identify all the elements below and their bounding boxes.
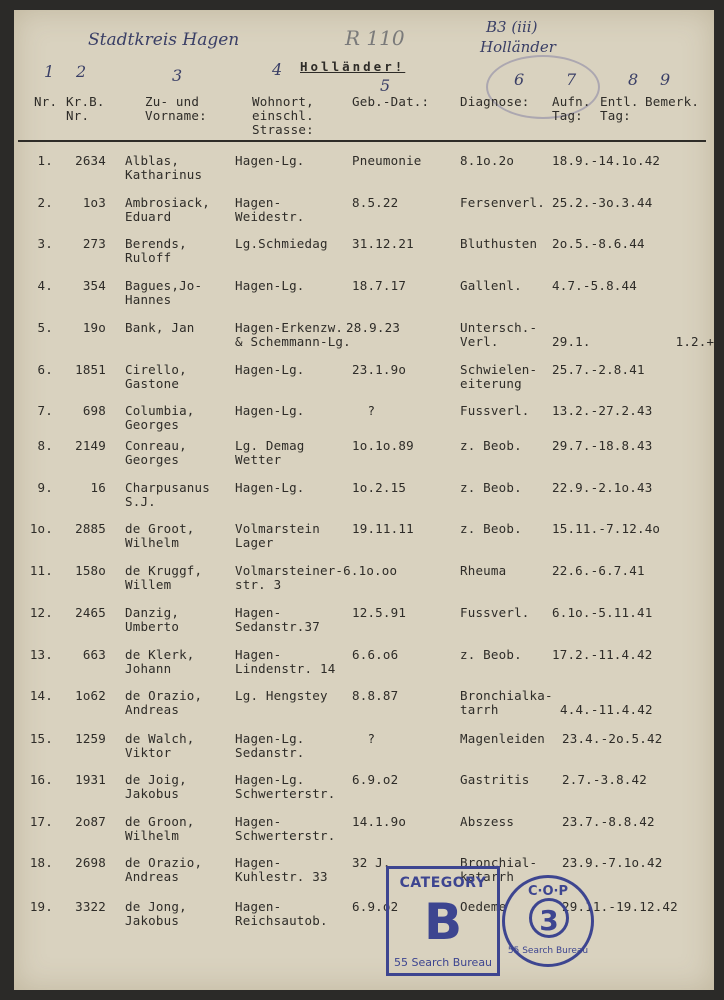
row-name: Alblas, Katharinus bbox=[125, 153, 203, 182]
row-dates: 22.9.-2.1o.43 bbox=[552, 480, 653, 495]
row-name: Ambrosiack, Eduard bbox=[125, 195, 210, 224]
cop-stamp bbox=[502, 875, 594, 967]
row-kr: 1o3 bbox=[82, 195, 106, 210]
row-ort: Hagen-Lg. bbox=[235, 278, 305, 293]
row-name: de Orazio, Andreas bbox=[125, 688, 203, 717]
row-geb: 1o.1o.89 bbox=[352, 438, 414, 453]
table-row bbox=[0, 773, 724, 813]
row-nr: 6. bbox=[37, 362, 53, 377]
row-kr: 273 bbox=[82, 236, 106, 251]
row-dates: 6.1o.-5.11.41 bbox=[552, 605, 653, 620]
col-number-9: 9 bbox=[660, 70, 671, 89]
row-geb: 18.7.17 bbox=[352, 278, 407, 293]
handwritten-category: B3 (iii) bbox=[486, 18, 538, 36]
header-rule bbox=[18, 140, 706, 142]
row-name: de Joig, Jakobus bbox=[125, 772, 187, 801]
row-diag: Bluthusten bbox=[460, 236, 538, 251]
table-row bbox=[0, 237, 724, 277]
row-dates: 29.11.-19.12.42 bbox=[562, 899, 678, 914]
row-diag: Oedeme bbox=[460, 899, 507, 914]
table-row bbox=[0, 606, 724, 646]
row-geb: 8.8.87 bbox=[352, 688, 399, 703]
row-diag: Fussverl. bbox=[460, 403, 530, 418]
row-ort: Volmarsteiner-6.1o.oo str. 3 bbox=[235, 563, 398, 592]
row-geb: ? bbox=[352, 731, 376, 746]
col-number-2: 2 bbox=[76, 62, 87, 81]
handwritten-district: Stadtkreis Hagen bbox=[88, 30, 240, 50]
row-kr: 16 bbox=[90, 480, 106, 495]
row-geb: Pneumonie bbox=[352, 153, 422, 168]
col-header-ort: Wohnort, einschl. Strasse: bbox=[252, 94, 314, 137]
row-kr: 1851 bbox=[75, 362, 106, 377]
row-dates: 15.11.-7.12.4o bbox=[552, 521, 661, 536]
row-geb: 6.9.o2 bbox=[352, 772, 399, 787]
row-kr: 354 bbox=[82, 278, 106, 293]
row-ort: Hagen- Kuhlestr. 33 bbox=[235, 855, 328, 884]
row-dates: 18.9.-14.1o.42 bbox=[552, 153, 661, 168]
row-nr: 16. bbox=[29, 772, 53, 787]
row-ort: Hagen-Lg. Schwerterstr. bbox=[235, 772, 336, 801]
row-name: Bagues,Jo- Hannes bbox=[125, 278, 203, 307]
row-kr: 2o87 bbox=[75, 814, 106, 829]
row-diag: 8.1o.2o bbox=[460, 153, 515, 168]
handwritten-nationality: Holländer bbox=[480, 38, 556, 56]
row-geb: 32 J. bbox=[352, 855, 391, 870]
table-row bbox=[0, 564, 724, 604]
row-kr: 3322 bbox=[75, 899, 106, 914]
table-row bbox=[0, 856, 724, 896]
row-dates: 23.7.-8.8.42 bbox=[562, 814, 655, 829]
row-dates: 29.1. 1.2.+ bbox=[552, 334, 715, 349]
table-row bbox=[0, 732, 724, 772]
row-kr: 2149 bbox=[75, 438, 106, 453]
row-dates: 2o.5.-8.6.44 bbox=[552, 236, 645, 251]
row-dates: 4.4.-11.4.42 bbox=[560, 702, 653, 717]
row-nr: 8. bbox=[37, 438, 53, 453]
row-nr: 18. bbox=[29, 855, 53, 870]
row-kr: 2885 bbox=[75, 521, 106, 536]
row-ort: Volmarstein Lager bbox=[235, 521, 320, 550]
row-name: de Orazio, Andreas bbox=[125, 855, 203, 884]
table-row bbox=[0, 648, 724, 688]
col-header-entl: Entl. Tag: bbox=[600, 94, 639, 123]
row-name: Berends, Ruloff bbox=[125, 236, 187, 265]
row-dates: 25.7.-2.8.41 bbox=[552, 362, 645, 377]
row-diag: Untersch.- Verl. bbox=[460, 320, 538, 349]
row-ort: Hagen-Lg. Sedanstr. bbox=[235, 731, 305, 760]
row-diag: Gastritis bbox=[460, 772, 530, 787]
row-kr: 1931 bbox=[75, 772, 106, 787]
row-geb: 6.9.o2 bbox=[352, 899, 399, 914]
row-geb: 23.1.9o bbox=[352, 362, 407, 377]
category-stamp-letter: B bbox=[423, 893, 463, 951]
row-diag: z. Beob. bbox=[460, 438, 522, 453]
handwritten-reference: R 110 bbox=[345, 26, 405, 50]
row-nr: 19. bbox=[29, 899, 53, 914]
row-name: de Groot, Wilhelm bbox=[125, 521, 195, 550]
row-kr: 2634 bbox=[75, 153, 106, 168]
row-diag: Bronchialka- tarrh bbox=[460, 688, 553, 717]
col-header-bem: Bemerk. bbox=[645, 94, 700, 109]
table-row bbox=[0, 279, 724, 319]
row-dates: 2.7.-3.8.42 bbox=[562, 772, 647, 787]
table-row bbox=[0, 815, 724, 855]
category-stamp-label: CATEGORY bbox=[399, 875, 487, 891]
row-nr: 13. bbox=[29, 647, 53, 662]
row-nr: 14. bbox=[29, 688, 53, 703]
row-name: Conreau, Georges bbox=[125, 438, 187, 467]
row-dates: 29.7.-18.8.43 bbox=[552, 438, 653, 453]
row-diag: Magenleiden bbox=[460, 731, 545, 746]
row-dates: 22.6.-6.7.41 bbox=[552, 563, 645, 578]
row-kr: 2698 bbox=[75, 855, 106, 870]
cop-stamp-bureau: 55 Search Bureau bbox=[507, 946, 589, 956]
row-diag: z. Beob. bbox=[460, 480, 522, 495]
row-geb: 31.12.21 bbox=[352, 236, 414, 251]
row-geb: 6.6.o6 bbox=[352, 647, 399, 662]
row-geb: 28.9.23 bbox=[346, 320, 401, 335]
row-nr: 12. bbox=[29, 605, 53, 620]
col-number-7: 7 bbox=[566, 70, 577, 89]
category-stamp bbox=[386, 866, 500, 976]
row-kr: 2465 bbox=[75, 605, 106, 620]
row-name: Charpusanus S.J. bbox=[125, 480, 210, 509]
row-nr: 9. bbox=[37, 480, 53, 495]
category-stamp-bureau: 55 Search Bureau bbox=[393, 956, 493, 969]
row-dates: 23.4.-2o.5.42 bbox=[562, 731, 663, 746]
col-header-auf: Aufn. Tag: bbox=[552, 94, 591, 123]
row-dates: 17.2.-11.4.42 bbox=[552, 647, 653, 662]
row-name: Bank, Jan bbox=[125, 320, 195, 335]
row-ort: Hagen-Lg. bbox=[235, 403, 305, 418]
table-row bbox=[0, 522, 724, 562]
row-nr: 3. bbox=[37, 236, 53, 251]
row-nr: 2. bbox=[37, 195, 53, 210]
row-dates: 4.7.-5.8.44 bbox=[552, 278, 637, 293]
row-diag: Fussverl. bbox=[460, 605, 530, 620]
row-ort: Hagen-Lg. bbox=[235, 362, 305, 377]
col-number-8: 8 bbox=[628, 70, 639, 89]
row-name: de Kruggf, Willem bbox=[125, 563, 203, 592]
row-diag: z. Beob. bbox=[460, 521, 522, 536]
row-geb: 1o.2.15 bbox=[352, 480, 407, 495]
table-row bbox=[0, 321, 724, 361]
row-geb: 14.1.9o bbox=[352, 814, 407, 829]
col-header-name: Zu- und Vorname: bbox=[145, 94, 207, 123]
table-row bbox=[0, 154, 724, 194]
row-diag: Gallenl. bbox=[460, 278, 522, 293]
row-diag: Schwielen- eiterung bbox=[460, 362, 538, 391]
row-kr: 663 bbox=[82, 647, 106, 662]
table-row bbox=[0, 689, 724, 729]
row-kr: 1o62 bbox=[75, 688, 106, 703]
row-nr: 7. bbox=[37, 403, 53, 418]
row-ort: Hagen- Sedanstr.37 bbox=[235, 605, 320, 634]
row-geb: 12.5.91 bbox=[352, 605, 407, 620]
row-nr: 5. bbox=[37, 320, 53, 335]
row-name: Danzig, Umberto bbox=[125, 605, 180, 634]
list-heading: Holländer! bbox=[300, 59, 406, 74]
table-row bbox=[0, 900, 724, 940]
row-ort: Lg.Schmiedag bbox=[235, 236, 328, 251]
col-number-5: 5 bbox=[380, 76, 391, 95]
row-nr: 11. bbox=[29, 563, 53, 578]
row-ort: Lg. Hengstey bbox=[235, 688, 328, 703]
col-header-geb: Geb.-Dat.: bbox=[352, 94, 430, 109]
table-row bbox=[0, 481, 724, 521]
row-name: de Groon, Wilhelm bbox=[125, 814, 195, 843]
row-nr: 1o. bbox=[29, 521, 53, 536]
row-name: de Klerk, Johann bbox=[125, 647, 195, 676]
row-ort: Hagen-Erkenzw. & Schemmann-Lg. bbox=[235, 320, 351, 349]
row-nr: 4. bbox=[37, 278, 53, 293]
col-number-4: 4 bbox=[272, 60, 283, 79]
row-name: de Walch, Viktor bbox=[125, 731, 195, 760]
table-row bbox=[0, 363, 724, 403]
row-dates: 25.2.-3o.3.44 bbox=[552, 195, 653, 210]
row-nr: 17. bbox=[29, 814, 53, 829]
row-kr: 19o bbox=[82, 320, 106, 335]
row-diag: Bronchial- katarrh bbox=[460, 855, 538, 884]
table-row bbox=[0, 439, 724, 479]
row-kr: 1259 bbox=[75, 731, 106, 746]
col-number-1: 1 bbox=[44, 62, 55, 81]
row-diag: z. Beob. bbox=[460, 647, 522, 662]
cop-stamp-number: 3 bbox=[529, 898, 569, 938]
row-ort: Hagen- Weidestr. bbox=[235, 195, 305, 224]
row-diag: Abszess bbox=[460, 814, 515, 829]
row-diag: Rheuma bbox=[460, 563, 507, 578]
row-nr: 1. bbox=[37, 153, 53, 168]
col-header-kr: Kr.B. Nr. bbox=[66, 94, 105, 123]
row-kr: 158o bbox=[75, 563, 106, 578]
col-header-nr: Nr. bbox=[34, 94, 58, 109]
row-name: Cirello, Gastone bbox=[125, 362, 187, 391]
row-kr: 698 bbox=[82, 403, 106, 418]
row-name: Columbia, Georges bbox=[125, 403, 195, 432]
row-ort: Hagen- Schwerterstr. bbox=[235, 814, 336, 843]
row-ort: Hagen-Lg. bbox=[235, 153, 305, 168]
col-number-3: 3 bbox=[172, 66, 183, 85]
row-geb: 8.5.22 bbox=[352, 195, 399, 210]
row-dates: 13.2.-27.2.43 bbox=[552, 403, 653, 418]
row-nr: 15. bbox=[29, 731, 53, 746]
row-geb: 19.11.11 bbox=[352, 521, 414, 536]
table-row bbox=[0, 196, 724, 236]
col-number-6: 6 bbox=[514, 70, 525, 89]
row-geb: ? bbox=[352, 403, 376, 418]
row-ort: Hagen-Lg. bbox=[235, 480, 305, 495]
cop-stamp-label: C·O·P bbox=[528, 884, 568, 899]
row-name: de Jong, Jakobus bbox=[125, 899, 187, 928]
row-ort: Hagen- Reichsautob. bbox=[235, 899, 328, 928]
row-diag: Fersenverl. bbox=[460, 195, 545, 210]
row-dates: 23.9.-7.1o.42 bbox=[562, 855, 663, 870]
col-header-diag: Diagnose: bbox=[460, 94, 530, 109]
row-ort: Lg. Demag Wetter bbox=[235, 438, 305, 467]
row-ort: Hagen- Lindenstr. 14 bbox=[235, 647, 336, 676]
